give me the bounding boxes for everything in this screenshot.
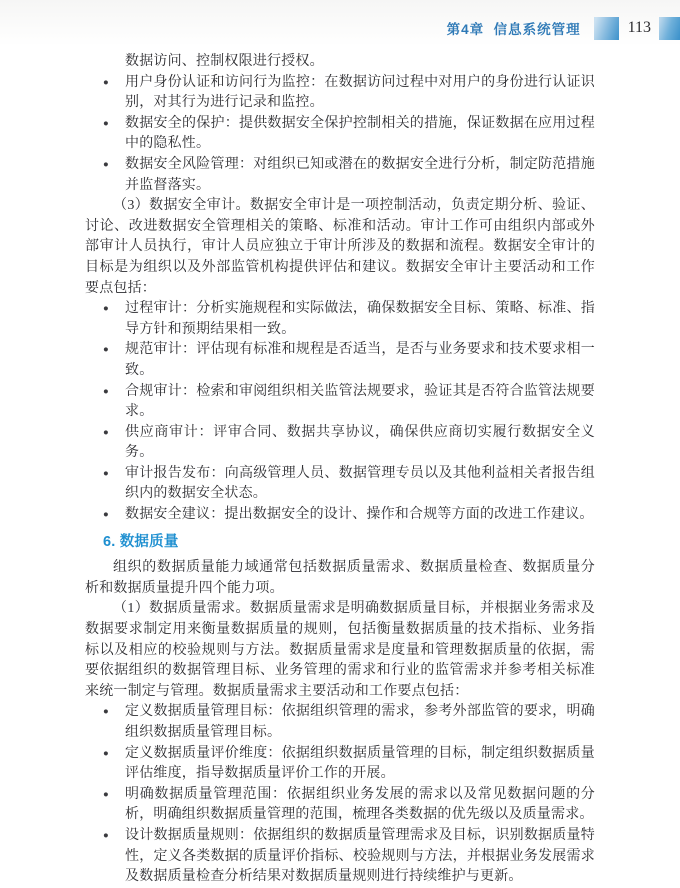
bullet-icon: ●: [103, 468, 109, 479]
bullet-text: 定义数据质量管理目标：依据组织管理的需求，参考外部监管的要求，明确组织数据质量管理目标。: [125, 704, 595, 740]
page-number: 113: [627, 19, 651, 36]
bullet-icon: ●: [103, 345, 109, 356]
bullet-text: 审计报告发布：向高级管理人员、数据管理专员以及其他利益相关者报告组织内的数据安全状态。: [125, 465, 595, 502]
paragraph-quality-requirements: （1）数据质量需求。数据质量需求是明确数据质量目标，并根据业务需求及数据要求制定用来衡量数据质量的规则，包括衡量数据质量的技术指标、业务指标以及相应的校验规则与方法。数据质量需求是度量和管理数据质量的依据，需要依据组织的数据管理目标、业务管理的需求和行业的监管需求并参考相关标准来统一制定与管理。数据质量需求主要活动和工作要点包括：: [85, 601, 595, 699]
bullet-icon: ●: [103, 159, 109, 170]
list-item: [85, 785, 595, 826]
bullet-text: 供应商审计：评审合同、数据共享协议，确保供应商切实履行数据安全义务。: [125, 424, 595, 461]
list-item: [85, 464, 595, 505]
bullet-icon: ●: [103, 386, 109, 397]
list-item: [85, 155, 595, 196]
list-item: [85, 340, 595, 381]
bullet-icon: ●: [103, 748, 109, 759]
bullet-icon: ●: [103, 77, 109, 88]
bullet-icon: ●: [103, 789, 109, 800]
bullet-icon: ●: [103, 510, 109, 521]
paragraph-data-security-audit: （3）数据安全审计。数据安全审计是一项控制活动，负责定期分析、验证、讨论、改进数据安全管理相关的策略、标准和活动。审计工作可由组织内部或外部审计人员执行，审计人员应独立于审计所涉及的数据和流程。数据安全审计的目标是为组织以及外部监管机构提供评估和建议。数据安全审计主要活动和工作要点包括：: [85, 198, 595, 296]
bullet-icon: ●: [103, 830, 109, 841]
paragraph-quality-intro: 组织的数据质量能力域通常包括数据质量需求、数据质量检查、数据质量分析和数据质量提升四个能力项。: [85, 560, 595, 596]
list-item: [85, 702, 595, 743]
bullet-text: 用户身份认证和访问行为监控：在数据访问过程中对用户的身份进行认证识别，对其行为进行记录和监控。: [125, 74, 595, 111]
bullet-icon: ●: [103, 427, 109, 438]
bullet-icon: ●: [103, 118, 109, 129]
page-content: [85, 52, 595, 888]
section-heading-data-quality: 6. 数据质量: [103, 533, 179, 550]
list-item: [85, 505, 595, 526]
continuation-line: 数据访问、控制权限进行授权。: [125, 54, 324, 69]
page-header: [447, 15, 680, 41]
list-item: [85, 73, 595, 114]
header-decoration-square-icon: [594, 17, 619, 40]
bullet-icon: ●: [103, 304, 109, 315]
list-item: [85, 826, 595, 888]
bullet-text: 数据安全的保护：提供数据安全保护控制相关的措施，保证数据在应用过程中的隐私性。: [125, 115, 595, 152]
bullet-text: 定义数据质量评价维度：依据组织数据质量管理的目标，制定组织数据质量评估维度，指导数据质量评价工作的开展。: [125, 745, 595, 782]
list-item: [85, 114, 595, 155]
bullet-text: 设计数据质量规则：依据组织的数据质量管理需求及目标，识别数据质量特性，定义各类数据的质量评价指标、校验规则与方法，并根据业务发展需求及数据质量检查分析结果对数据质量规则进行持续维护与更新。: [125, 827, 595, 885]
bullet-text: 明确数据质量管理范围：依据组织业务发展的需求以及常见数据问题的分析，明确组织数据质量管理的范围，梳理各类数据的优先级以及质量需求。: [125, 786, 595, 823]
list-item: [85, 423, 595, 464]
list-item: [85, 299, 595, 340]
bullet-text: 合规审计：检索和审阅组织相关监管法规要求，验证其是否符合监管法规要求。: [125, 383, 595, 420]
header-edge-square-icon: [659, 17, 680, 40]
list-item: [85, 744, 595, 785]
bullet-text: 数据安全风险管理：对组织已知或潜在的数据安全进行分析，制定防范措施并监督落实。: [125, 156, 595, 193]
list-item: [85, 382, 595, 423]
chapter-title: 第4章 信息系统管理: [446, 22, 581, 37]
bullet-text: 规范审计：评估现有标准和规程是否适当，是否与业务要求和技术要求相一致。: [125, 342, 595, 378]
bullet-text: 过程审计：分析实施规程和实际做法，确保数据安全目标、策略、标准、指导方针和预期结果相一致。: [125, 301, 595, 337]
bullet-text: 数据安全建议：提出数据安全的设计、操作和合规等方面的改进工作建议。: [125, 507, 594, 523]
bullet-icon: ●: [103, 707, 109, 718]
